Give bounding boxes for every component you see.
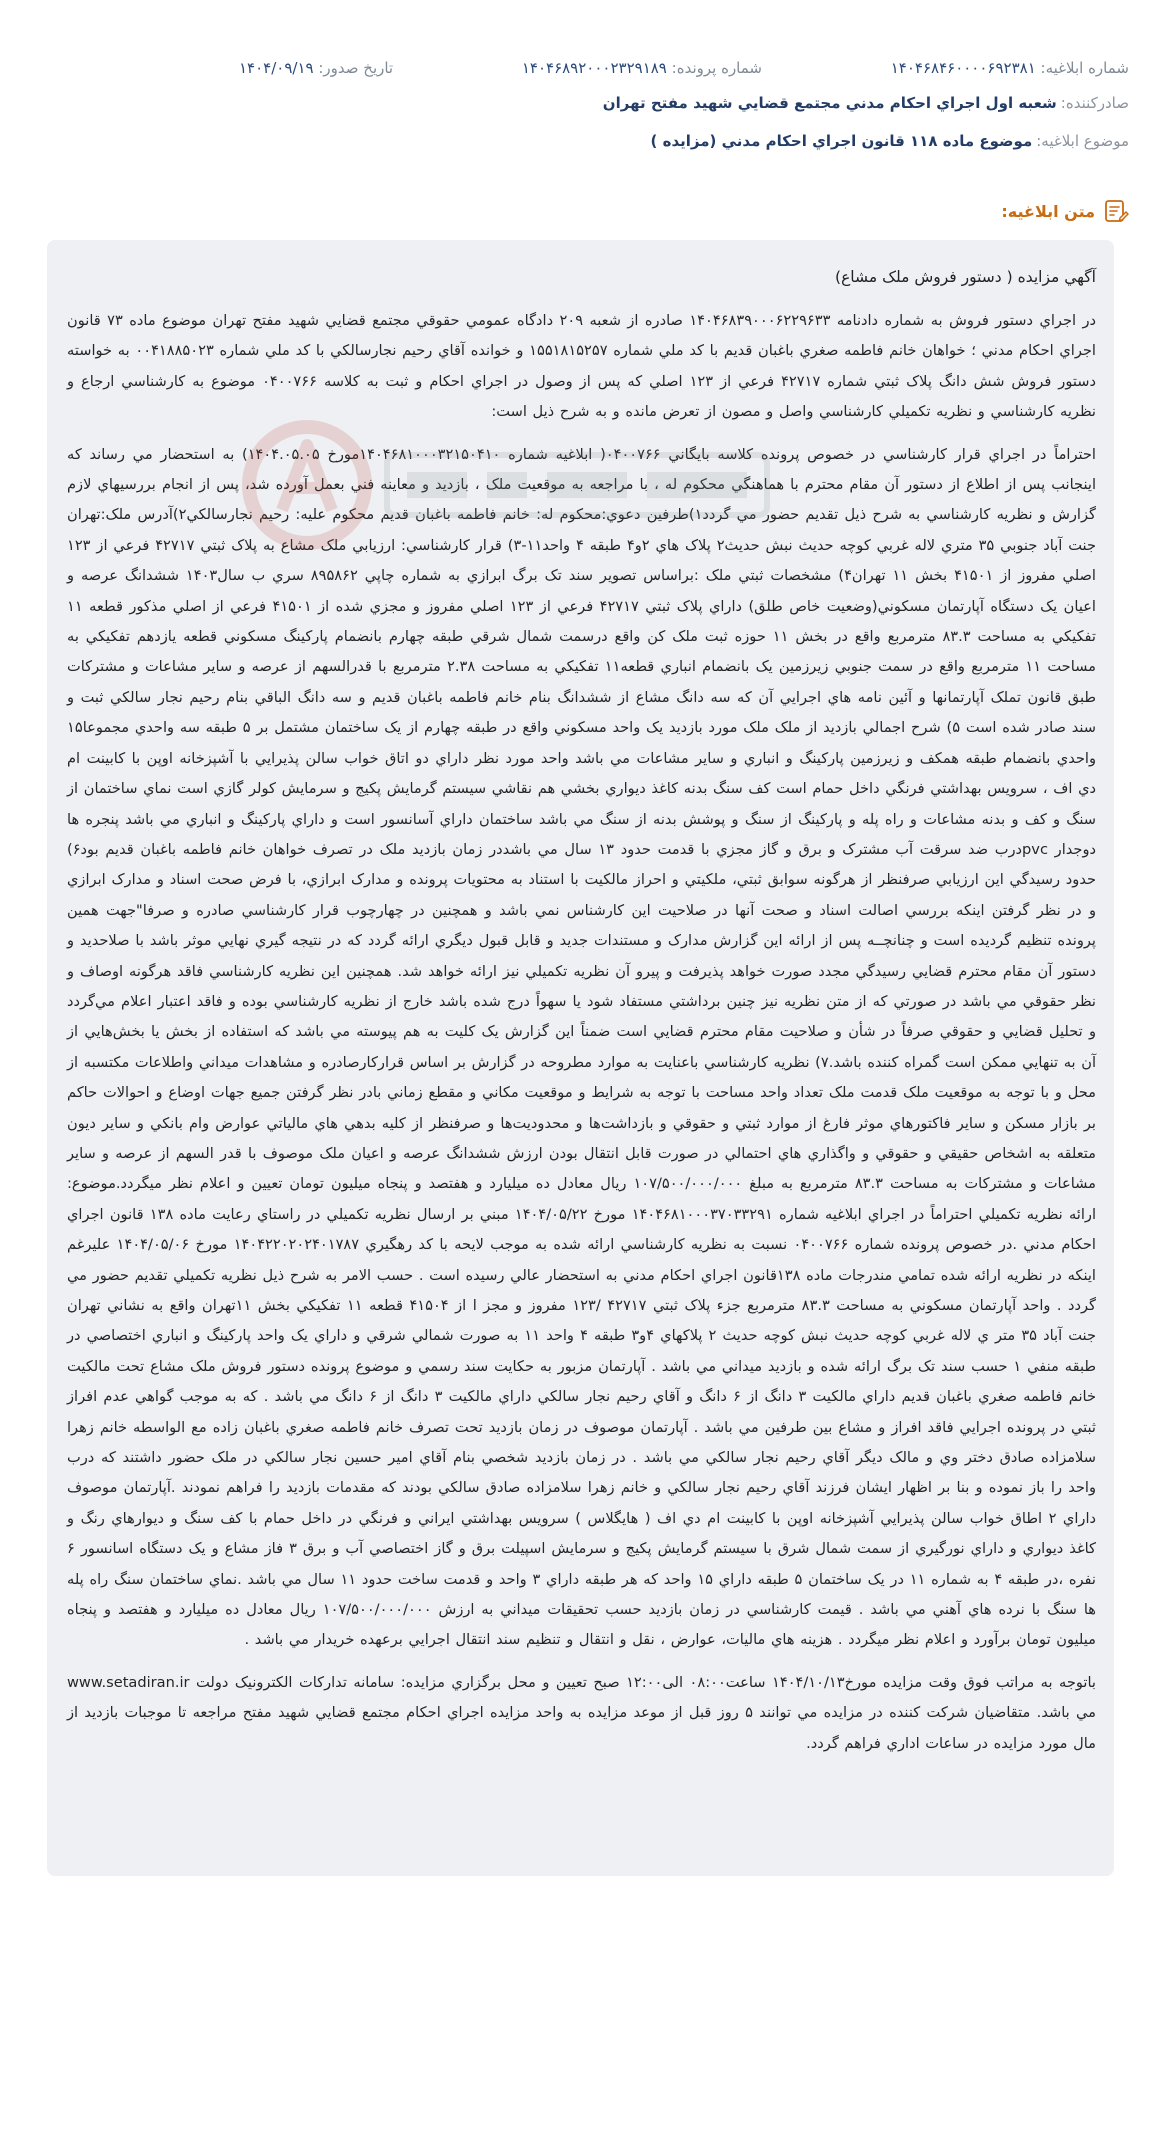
issuer-value: شعبه اول اجراي احكام مدني مجتمع قضايي شهيد مفتح تهران <box>602 94 1057 112</box>
notice-heading-label: متن ابلاغيه: <box>1001 201 1095 221</box>
issuer-row <box>45 84 1129 122</box>
notice-closing: باتوجه به مراتب فوق وقت مزايده مورخ۱۴۰۴/۱۰/۱۳ ساعت۰۸:۰۰ الی۱۲:۰۰ صبح تعيين و محل برگزاري مزايده: سامانه تدارکات الکترونيک دولت www.setadiran.ir مي باشد. متقاضيان شرکت کننده در مزايده مي توانند ۵ روز قبل از موعد مزايده به واحد مزايده اجراي احکام مجتمع قضايي شهيد مفتح مراجعه تا موجبات بازديد از مال مورد مزايده در ساعات اداري فراهم گردد. <box>67 1673 1097 1752</box>
case-number-value: ۱۴۰۴۶۸۹۲۰۰۰۲۳۲۹۱۸۹ <box>521 59 667 77</box>
subject-row <box>45 122 1129 160</box>
case-number-label: شماره پرونده: <box>671 59 762 77</box>
notice-heading <box>1001 198 1129 224</box>
notice-number <box>891 59 1129 77</box>
meta-row <box>239 52 1129 84</box>
issue-date-value: ۱۴۰۴/۰۹/۱۹ <box>239 59 314 77</box>
notice-number-value: ۱۴۰۴۶۸۴۶۰۰۰۰۶۹۲۳۸۱ <box>890 59 1036 77</box>
notice-paragraph-2: احتراماً در اجراي قرار کارشناسي در خصوص پرونده کلاسه بايگاني ۰۴۰۰۷۶۶( ابلاغيه شماره ۱۴۰۴۶۸۱۰۰۰۳۲۱۵۰۴۱۰مورخ ۱۴۰۴.۰۵.۰۵) به استحضار مي رساند که اينجانب پس از اطلاع از دستور آن مقام محترم با هماهنگي محکوم له ، با مراجعه به موقعيت ملک ، بازديد و معاينه فني بعمل آورده شد، پس از انجام بررسيهاي لازم گزارش و نظريه کارشناسي به شرح ذيل تقديم حضور مي گردد۱)طرفين دعوي:محکوم له: خانم فاطمه باغبان قديم محکوم عليه: رحيم نجارسالکي۲)آدرس ملک:تهران جنت آباد جنوبي ۳۵ متري لاله غربي کوچه حديث نبش حديث۲ پلاک هاي ۲و۴ طبقه ۴ واحد۱۱-۳) قرار کارشناسي: ارزيابي ملک مشاع به پلاک ثبتي ۴۲۷۱۷ فرعي از ۱۲۳ اصلي مفروز از ۴۱۵۰۱ بخش ۱۱ تهران۴) مشخصات ثبتي ملک :براساس تصوير سند تک برگ ابرازي به شماره چاپي ۸۹۵۸۶۲ سري ب سال۱۴۰۳ ششدانگ عرصه و اعيان يک دستگاه آپارتمان مسکوني(وضعيت خاص طلق) داراي پلاک ثبتي ۴۲۷۱۷ فرعي از ۱۲۳ اصلي مفروز و مجزي شده از ۴۱۵۰۱ فرعي از اصلي مذکور قطعه ۱۱ تفکيکي به مساحت ۸۳.۳ مترمربع واقع در بخش ۱۱ حوزه ثبت ملک کن واقع درسمت شمال شرقي طبقه چهارم بانضمام پارکينگ مسکوني قطعه يازدهم تفکيکي به مساحت ۱۱ مترمربع واقع در سمت جنوبي زيرزمين يک بانضمام انباري قطعه۱۱ تفکيکي به مساحت ۲.۳۸ مترمربع با قدرالسهم از عرصه و ساير مشاعات و مشترکات طبق قانون تملک آپارتمانها و آئين نامه هاي اجرايي آن که سه دانگ مشاع از ششدانگ بنام خانم فاطمه باغبان قديم و سه دانگ الباقي بنام رحيم نجار سالکي ثبت و سند صادر شده است ۵) شرح اجمالي بازديد از ملک ملک مورد بازديد يک واحد مسکوني واقع در طبقه چهارم از يک ساختمان مشتمل بر ۵ طبقه سه واحدي مجموعا۱۵ واحدي بانضمام طبقه همکف و زيرزمين پارکينگ و انباري و ساير مشاعات مي باشد واحد مورد نظر داراي دو اتاق خواب سالن پذيرايي با آشپزخانه اوپن با کابينت ام دي اف ، سرويس بهداشتي فرنگي داخل حمام است کف سنگ بدنه کاغذ ديواري بخشي هم نقاشي سيستم گرمايش پکيج و سرمايش کولر گازي است نماي ساختمان از سنگ و کف و بدنه مشاعات و راه پله و پارکينگ از سنگ و پوشش بدنه از سنگ مي باشد ساختمان داراي آسانسور است و داراي پارکينگ و انباري مي باشد پنجره ها دوجدار pvcدرب ضد سرقت آب مشترک و برق و گاز مجزي با قدمت حدود ۱۳ سال مي باشددر زمان بازديد ملک در تصرف خواهان خانم فاطمه باغبان قديم بود۶) حدود رسيدگي اين ارزيابي صرفنظر از هرگونه سوابق ثبتي، ملکيتي و احراز مالکيت با استناد به محتويات پرونده و مدارک ابرازي، با فرض صحت اسناد و مدارک ابرازي و در نظر گرفتن اينکه بررسي اصالت اسناد و صحت آنها در صلاحيت اين کارشناس نمي باشد و همچنين در چهارچوب قرار کارشناسي صادره و صرفا"جهت همين پرونده تنظيم گرديده است و چنانچــه پس از ارائه اين گزارش مدارک و مستندات جديد و قابل قبول ديگري ارائه گردد که در نتيجه گيري نهايي موثر باشد با صلاحديد و دستور آن مقام محترم قضايي رسيدگي مجدد صورت خواهد پذيرفت و پيرو آن نظريه تکميلي نيز ارائه خواهد شد. همچنين اين نظريه کارشناسي فاقد هرگونه اوصاف و نظر حقوقي مي باشد در صورتي که از متن نظريه نيز چنين برداشتي مستفاد شود يا سهواً درج شده باشد خارج از نظريه کارشناسي بوده و فاقد اعتبار اعلام مي‌گردد و تحليل قضايي و حقوقي صرفاً در شأن و صلاحيت مقام محترم قضايي است ضمناً اين گزارش يک کليت به هم پيوسته مي باشد که استفاده از بخش يا بخش‌هايي از آن به تنهايي ممکن است گمراه کننده باشد.۷) نظريه کارشناسي باعنايت به موارد مطروحه در گزارش بر اساس قرارکارصادره و مشاهدات ميداني واطلاعات مکتسبه از محل و با توجه به موقعيت ملک قدمت ملک تعداد واحد مساحت با توجه به شرايط و موقعيت مکاني و مقطع زماني بادر نظر گرفتن جميع جهات اوضاع و احوالات حاکم بر بازار مسکن و ساير فاکتورهاي موثر فارغ از موارد ثبتي و حقوقي و بازداشت‌ها و محدوديت‌ها و صرفنظر از کليه بدهي هاي مالياتي عوارض وام بانکي و ساير ديون متعلقه به اشخاص حقيقي و حقوقي و واگذاري هاي احتمالي در صورت قابل انتقال بودن ارزش ششدانگ عرصه و اعيان ملک موصوف با قدر السهم از عرصه و ساير مشاعات و مشترکات به مساحت ۸۳.۳ مترمربع به مبلغ ۱۰۷/۵۰۰/۰۰۰/۰۰۰ ريال معادل ده ميليارد و هفتصد و پنجاه ميليون تومان تعيين و اعلام نظر ميگردد.موضوع: ارائه نظريه تکميلي احتراماً در اجراي ابلاغيه شماره ۱۴۰۴۶۸۱۰۰۰۳۷۰۳۳۲۹۱ مورخ ۱۴۰۴/۰۵/۲۲ مبني بر ارسال نظريه تکميلي در راستاي رعايت ماده ۱۳۸ قانون اجراي احکام مدني .در خصوص پرونده شماره ۰۴۰۰۷۶۶ نسبت به نظريه کارشناسي ارائه شده به موجب لايحه با کد رهگيري ۱۴۰۴۲۲۰۲۰۲۴۰۱۷۸۷ مورخ ۱۴۰۴/۰۵/۰۶ عليرغم اينکه در نظريه ارائه شده تمامي مندرجات ماده ۱۳۸قانون اجراي احکام مدني به استحضار عالي رسيده است . حسب الامر به شرح ذيل نظريه تکميلي تقديم حضور مي گردد . واحد آپارتمان مسکوني به مساحت ۸۳.۳ مترمربع جزء پلاک ثبتي ۴۲۷۱۷ /۱۲۳ مفروز و مجز ا از ۴۱۵۰۴ قطعه ۱۱ تفکيکي بخش ۱۱تهران واقع به نشاني تهران جنت آباد ۳۵ متر ي لاله غربي کوچه حديث نبش کوچه حديث ۲ پلاکهاي ۴و۳ طبقه ۴ واحد ۱۱ به صورت شمالي شرقي و داراي يک واحد پارکينگ و انباري اختصاصي در طبقه منفي ۱ حسب سند تک برگ ارائه شده و بازديد ميداني مي باشد . آپارتمان مزبور به حکايت سند رسمي و موضوع پرونده دستور فروش ملک مشاع تحت مالکيت خانم فاطمه صغري باغبان قديم داراي مالکيت ۳ دانگ از ۶ دانگ و آقاي رحيم نجار سالکي داراي مالکيت ۳ دانگ از ۶ دانگ مي باشد . که به موجب گواهي عدم افراز ثبتي در پرونده اجرايي فاقد افراز و مشاع بين طرفين مي باشد . آپارتمان موصوف در زمان بازديد تحت تصرف خانم فاطمه صغري باغبان زاده مع الواسطه خانم زهرا سلامزاده صادق دختر وي و مالک ديگر آقاي رحيم نجار سالکي مي باشد . در زمان بازديد شخصي بنام آقاي امير حسين نجار سالکي در ملک حضور داشتند که درب واحد را باز نموده و بنا بر اظهار ايشان فرزند آقاي رحيم نجار سالکي و خانم زهرا سلامزاده صادق سالکي بودند که مقدمات بازديد را فراهم نمودند .آپارتمان موصوف داراي ۲ اطاق خواب سالن پذيرايي آشپزخانه اوپن با کابينت ام دي اف ( هايگلاس ) سرويس بهداشتي ايراني و فرنگي در داخل حمام با کف سنگ و ديوارهاي رنگ و کاغذ ديواري و داراي نورگيري از سمت شمال شرق با سيستم گرمايش پکيج و سرمايش اسپيلت برق و گاز اختصاصي آب و برق ۳ فاز مشاع و يک دستگاه اسانسور ۶ نفره ،در طبقه ۴ به شماره ۱۱ در يک ساختمان ۵ طبقه داراي ۱۵ واحد که هر طبقه داراي ۳ واحد و قدمت ساخت حدود ۱۱ سال مي باشد .نماي ساختمان سنگ راه پله ها سنگ با نرده هاي آهني مي باشد . قيمت کارشناسي در زمان بازديد حسب تحقيقات ميداني به ارزش ۱۰۷/۵۰۰/۰۰۰/۰۰۰ ريال معادل ده ميليارد و هفتصد و پنجاه ميليون تومان برآورد و اعلام نظر ميگردد . هزينه هاي ماليات، عوارض ، نقل و انتقال و تنظيم سند انتقال اجرايي برعهده خريدار مي باشد . <box>67 445 1097 1649</box>
notice-body <box>47 240 1114 1876</box>
notice-paragraph-1: در اجراي دستور فروش به شماره دادنامه ۱۴۰۴۶۸۳۹۰۰۰۶۲۲۹۶۳۳ صادره از شعبه ۲۰۹ دادگاه عمومي حقوقي مجتمع قضايي شهيد مفتح تهران موضوع ماده ۷۳ قانون اجراي احکام مدني ؛ خواهان خانم فاطمه صغري باغبان قديم با کد ملي شماره ۱۵۵۱۸۱۵۲۵۷ و خوانده آقاي رحيم نجارسالکي با کد ملي شماره ۰۰۴۱۸۸۵۰۲۳ به خواسته دستور فروش شش دانگ پلاک ثبتي شماره ۴۲۷۱۷ فرعي از ۱۲۳ اصلي که پس از وصول در اجراي احکام و ثبت به کلاسه ۰۴۰۰۷۶۶ موضوع به کارشناسي ارجاع و نظريه کارشناسي و نظريه تکميلي کارشناسي واصل و مصون از تعرض مانده و به شرح ذيل است: <box>67 312 1097 421</box>
case-number <box>522 59 762 77</box>
document-edit-icon <box>1103 198 1129 224</box>
issuer-label: صادرکننده: <box>1060 94 1129 112</box>
subject-label: موضوع ابلاغيه: <box>1036 132 1129 150</box>
issue-date <box>239 59 393 77</box>
notice-title: آگهي مزايده ( دستور فروش ملک مشاع) <box>835 268 1096 286</box>
notice-number-label: شماره ابلاغيه: <box>1040 59 1129 77</box>
notice-header <box>45 52 1129 160</box>
subject-value: موضوع ماده ۱۱۸ قانون اجراي احکام مدني (مزايده ) <box>650 132 1033 150</box>
issue-date-label: تاريخ صدور: <box>318 59 394 77</box>
